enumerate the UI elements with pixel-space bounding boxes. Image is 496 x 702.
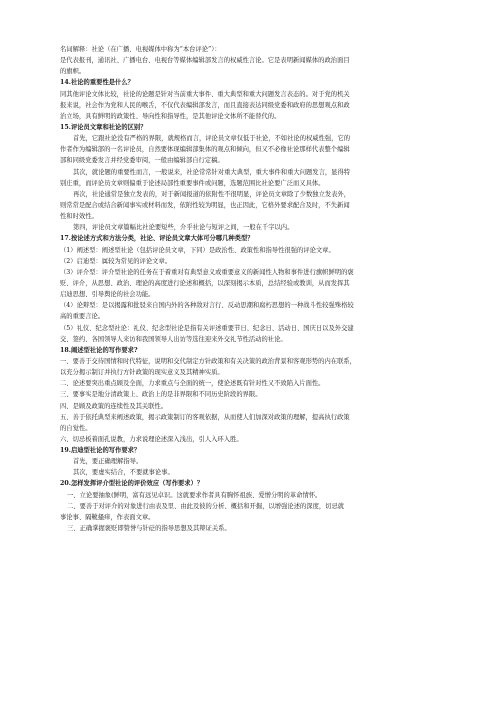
question-heading: 15.评论员文章和社论的区别？ — [60, 123, 147, 131]
text-line: 同其他评论文体比较，社论的论题是针对当前重大事件、重大典型和重大问题发言表态的。对于党的机关 — [60, 90, 350, 98]
question-heading: 14.社论的重要性是什么？ — [60, 79, 134, 87]
text-line: 二、论述要突出重点顾及全面，力求重点与全面的统一，使论述既有针对性又不致陷入片面性。 — [60, 380, 325, 388]
text-line: 三、正确掌握褒贬即赞誉与针砭的指导思想及其辩证关系。 — [67, 525, 231, 533]
text-line: 高的重要言论。 — [60, 313, 105, 321]
text-line: （1）阐述型：阐述型社论（包括评论员文章，下同）是政治性、政策性和指导性很强的评论文章。 — [60, 246, 335, 254]
text-line: 性和时效性。 — [60, 213, 98, 221]
text-line: 其次，要虚实结合，不要就事论事。 — [73, 469, 174, 477]
text-line: 六、切忌板着面孔说教，力求说理论述深入浅出，引人入环入胜。 — [60, 435, 243, 443]
text-line: 五、善于依托典型来阐述政策，揭示政策制订的客观依据，从而使人们加深对政策的理解，提高执行政策 — [60, 413, 350, 421]
text-line: 首先，它跟社论没有严格的界限，就规格而言，评论员文章仅低于社论，不如社论的权威性强，它的 — [73, 135, 351, 143]
text-line: 第四，评论员文章篇幅比社论要短些，介乎社论与短评之间，一般在千字以内。 — [73, 224, 294, 232]
text-line: 部和同级党委发言并经党委审阅，一般由编辑部自行定稿。 — [60, 157, 224, 165]
text-line: 则常常是配合或结合新闻事实或材料而发，依附性较为明显，也正因此，它格外要求配合及时，不失新闻 — [60, 201, 350, 209]
question-heading: 19.启迪型社论的写作要求？ — [60, 447, 141, 455]
text-line: 再次，社论通常是独立发表的，对于新闻报道的依附性不很明显，评论员文章除了少数独立发表外， — [73, 190, 351, 198]
text-line: 四、是顾及政策的连续性及其关联性。 — [60, 402, 168, 410]
text-line: 治立场，具有鲜明的政策性、导向性和指导性，是其他评论文体所不能替代的。 — [60, 112, 281, 120]
text-line: 其次，就论题的重要性而言，一般说来，社论常常针对重大典型，重大事件和重大问题发言，显得特 — [73, 168, 351, 176]
document-page — [60, 44, 439, 534]
question-heading: 20.怎样发挥评介型社论的评价效应（写作要求）？ — [60, 480, 204, 488]
text-line: 以充分揭示制订并执行方针政策的现实意义及其精神实质。 — [60, 369, 224, 377]
text-line: 别庄重，而评论员文章则偏重于论述局部性重要事件或问题，选题范围比社论要广泛而又具体。 — [60, 179, 325, 187]
text-line: （5）礼仪、纪念型社论：礼仪、纪念型社论是指有关评述重要节日、纪念日、活动日、国庆日以及外交建 — [60, 324, 354, 332]
text-line: 的旗帜。 — [60, 68, 86, 76]
text-line: 的自觉性。 — [60, 424, 92, 432]
text-line: 三、要事实是地分清政策上、政治上的是非界限和不同历史阶段的界限。 — [60, 391, 262, 399]
text-line: 贬、评介，从思想、政治、理论的高度进行论述和概括，以深刻揭示本质，总结经验或教训，从而发挥其 — [60, 279, 350, 287]
text-line: 首先，要正确理解指导。 — [73, 458, 143, 466]
text-line: （4）论辩型：是以揭露和批驳来自国内外的各种敌对言行、反动思潮和腐朽思想的一种战斗性较强殊格较 — [60, 302, 354, 310]
text-line: 事论事、隔靴搔痒，作表面文章。 — [60, 513, 155, 521]
text-line: 是代表报刊，通讯社、广播电台、电视台等媒体编辑部发言的权威性言论。它是表明新闻媒体的政治面目 — [60, 57, 350, 65]
text-line: 交、签约、各国领导人来访和我国领导人出访等选往迎来外交礼节性活动的社论。 — [60, 335, 287, 343]
text-line: 作者作为编辑部的一名评论员，自然要体现编辑部集体的观点和倾向，但又不必像社论那样代表整个编辑 — [60, 146, 350, 154]
text-line: 二、要善于对评介的对象进行由表及里、由此及彼的分析、概括和开掘，以增强论述的深度，切忌就 — [67, 502, 345, 510]
text-line: 启迪思想、引导舆论的社会功能。 — [60, 291, 155, 299]
question-heading: 17.按论述方式和方法分类，社论、评论员文章大体可分哪几种类型？ — [60, 235, 254, 243]
question-heading: 18.阐述型社论的写作要求? — [60, 346, 138, 354]
text-line: 名词解释：社论（在广播、电视媒体中称为“本台评论”）： — [60, 46, 221, 53]
text-line: （2）启迪型：属较为常见的评论文章。 — [60, 257, 172, 265]
text-line: 报来说，社会作为党和人民的喉舌，不仅代表编辑部发言，而且直接表达同级党委和政府的思想观点和政 — [60, 101, 350, 109]
text-line: （3）评介型：评介型社论的任务在于着重对有典型意义或重要意义的新闻性人物和事件进行旗帜鲜明的褒 — [60, 268, 354, 276]
text-line: 一、立论要抽象(鲜明，富有远见卓识。这就要求作者具有胸怀祖族、爱憎分明的革命情怀。 — [67, 491, 322, 499]
text-line: 一、要善于交待国情和时代特征，说明和交代制定方针政策和有关决策的政治背景和客观形势的内在联系， — [60, 357, 356, 365]
